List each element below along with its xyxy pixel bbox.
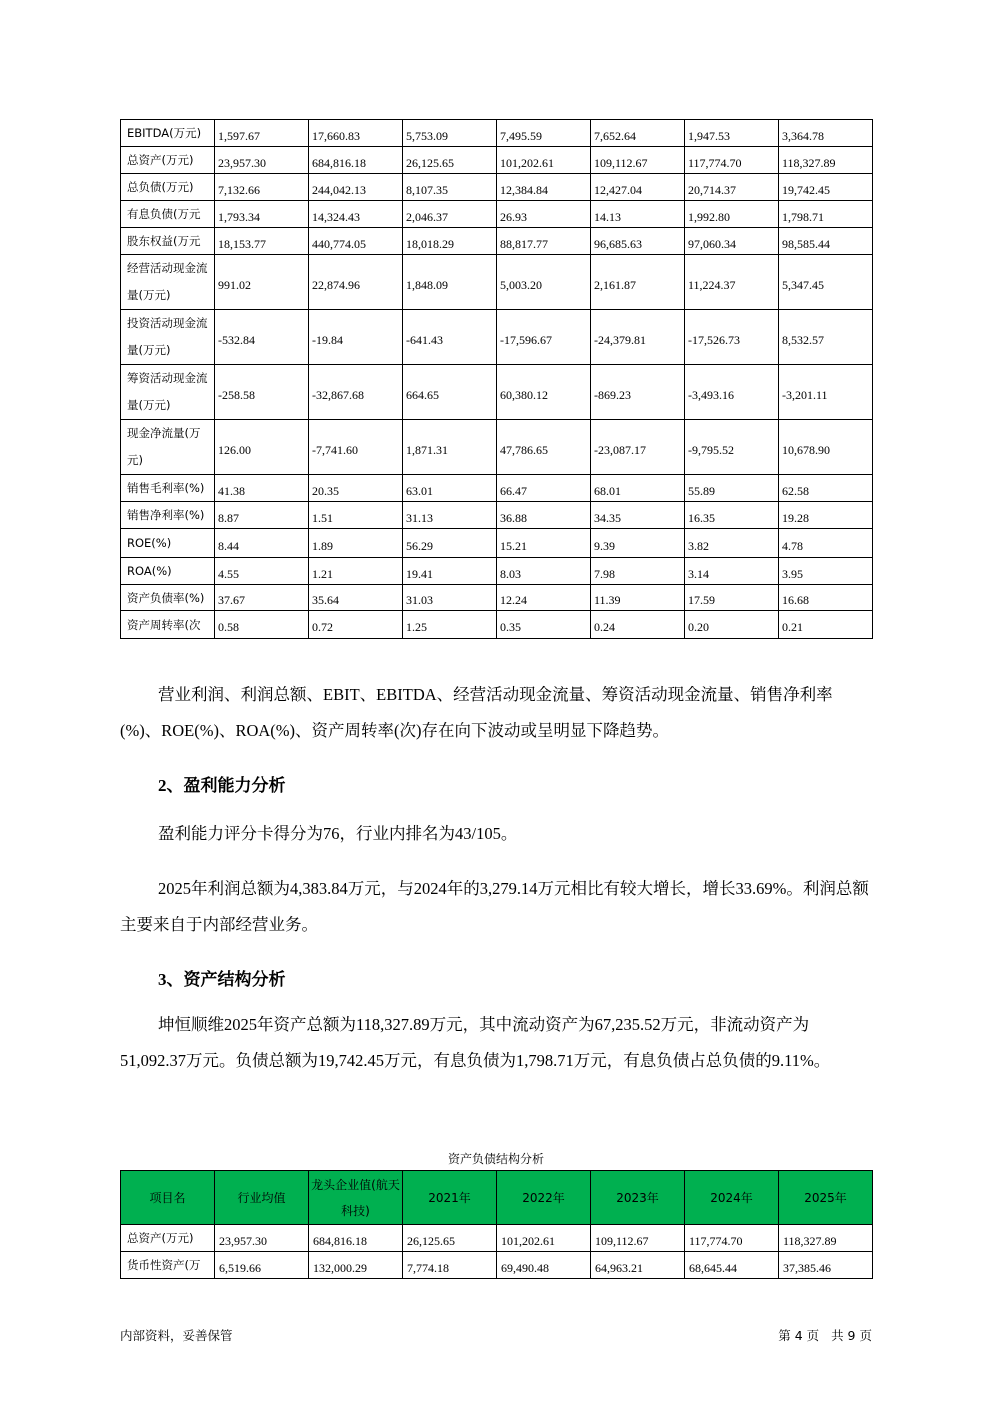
table-cell: 0.20 bbox=[685, 611, 779, 639]
table-row bbox=[121, 120, 873, 147]
table-cell: 109,112.67 bbox=[591, 147, 685, 174]
table-cell: 684,816.18 bbox=[309, 147, 403, 174]
table-cell: 0.21 bbox=[779, 611, 873, 639]
table-cell: 19.28 bbox=[779, 502, 873, 529]
row-label: 现金净流量(万元) bbox=[121, 420, 215, 475]
table-cell: 1,848.09 bbox=[403, 255, 497, 310]
table-cell: 3.14 bbox=[685, 558, 779, 585]
table-cell: -17,596.67 bbox=[497, 310, 591, 365]
table-cell: 4.78 bbox=[779, 529, 873, 558]
table-cell: -3,493.16 bbox=[685, 365, 779, 420]
table-cell: 1.25 bbox=[403, 611, 497, 639]
table-cell: 1.89 bbox=[309, 529, 403, 558]
section-heading-asset-structure: 3、资产结构分析 bbox=[158, 970, 286, 989]
table-cell: 132,000.29 bbox=[309, 1252, 403, 1279]
row-label: 投资活动现金流量(万元) bbox=[121, 310, 215, 365]
profitability-score-paragraph: 盈利能力评分卡得分为76，行业内排名为43/105。 bbox=[158, 824, 518, 843]
table-cell: 118,327.89 bbox=[779, 147, 873, 174]
table-cell: 31.13 bbox=[403, 502, 497, 529]
table-cell: -23,087.17 bbox=[591, 420, 685, 475]
table-cell: 26,125.65 bbox=[403, 147, 497, 174]
table-cell: 109,112.67 bbox=[591, 1225, 685, 1252]
table-cell: 68,645.44 bbox=[685, 1252, 779, 1279]
table-cell: 55.89 bbox=[685, 475, 779, 502]
table-cell: 22,874.96 bbox=[309, 255, 403, 310]
table-cell: -9,795.52 bbox=[685, 420, 779, 475]
table-cell: 244,042.13 bbox=[309, 174, 403, 201]
table-cell: 68.01 bbox=[591, 475, 685, 502]
table-row bbox=[121, 585, 873, 611]
table-cell: 26,125.65 bbox=[403, 1225, 497, 1252]
table-row bbox=[121, 174, 873, 201]
table-cell: -7,741.60 bbox=[309, 420, 403, 475]
footer-page-number: 第 4 页 共 9 页 bbox=[778, 1328, 872, 1343]
row-label: ROE(%) bbox=[121, 529, 215, 558]
table-cell: 36.88 bbox=[497, 502, 591, 529]
table-cell: 2,161.87 bbox=[591, 255, 685, 310]
table-cell: 1,871.31 bbox=[403, 420, 497, 475]
table-cell: 16.68 bbox=[779, 585, 873, 611]
table-cell: 7,652.64 bbox=[591, 120, 685, 147]
table-cell: 1,798.71 bbox=[779, 201, 873, 228]
table-cell: 117,774.70 bbox=[685, 147, 779, 174]
table-cell: 19,742.45 bbox=[779, 174, 873, 201]
table-cell: 98,585.44 bbox=[779, 228, 873, 255]
table-cell: 1,947.53 bbox=[685, 120, 779, 147]
table-cell: 12,427.04 bbox=[591, 174, 685, 201]
row-label: 有息负债(万元 bbox=[121, 201, 215, 228]
table-cell: 10,678.90 bbox=[779, 420, 873, 475]
table-cell: 2,046.37 bbox=[403, 201, 497, 228]
table-cell: 69,490.48 bbox=[497, 1252, 591, 1279]
table-cell: 1,992.80 bbox=[685, 201, 779, 228]
table-cell: 37.67 bbox=[215, 585, 309, 611]
table-row bbox=[121, 420, 873, 475]
table-cell: 19.41 bbox=[403, 558, 497, 585]
table-cell: 101,202.61 bbox=[497, 147, 591, 174]
table-cell: 3.82 bbox=[685, 529, 779, 558]
table-cell: 0.35 bbox=[497, 611, 591, 639]
table-cell: -258.58 bbox=[215, 365, 309, 420]
asset-structure-paragraph: 坤恒顺维2025年资产总额为118,327.89万元，其中流动资产为67,235.52万元，非流动资产为51,092.37万元。负债总额为19,742.45万元，有息负债为1,798.71万元，有息负债占总负债的9.11%。 bbox=[120, 1015, 831, 1070]
table-cell: 7.98 bbox=[591, 558, 685, 585]
table-cell: 11,224.37 bbox=[685, 255, 779, 310]
table-row bbox=[121, 611, 873, 639]
table-cell: 8.87 bbox=[215, 502, 309, 529]
table-row bbox=[121, 228, 873, 255]
table-cell: 64,963.21 bbox=[591, 1252, 685, 1279]
table-cell: 684,816.18 bbox=[309, 1225, 403, 1252]
table-cell: 63.01 bbox=[403, 475, 497, 502]
table-cell: 37,385.46 bbox=[779, 1252, 873, 1279]
column-header: 2022年 bbox=[497, 1171, 591, 1225]
table-cell: 118,327.89 bbox=[779, 1225, 873, 1252]
table-row bbox=[121, 1252, 873, 1279]
table-row bbox=[121, 255, 873, 310]
table-row bbox=[121, 558, 873, 585]
table-cell: 12.24 bbox=[497, 585, 591, 611]
row-label: 总资产(万元) bbox=[121, 147, 215, 174]
row-label: 总负债(万元) bbox=[121, 174, 215, 201]
table-cell: 23,957.30 bbox=[215, 147, 309, 174]
column-header: 行业均值 bbox=[215, 1171, 309, 1225]
table-row bbox=[121, 529, 873, 558]
table-cell: 126.00 bbox=[215, 420, 309, 475]
table-cell: 60,380.12 bbox=[497, 365, 591, 420]
column-header: 项目名 bbox=[121, 1171, 215, 1225]
table-cell: 1.51 bbox=[309, 502, 403, 529]
table-row bbox=[121, 502, 873, 529]
table-cell: 0.24 bbox=[591, 611, 685, 639]
table-cell: 96,685.63 bbox=[591, 228, 685, 255]
trend-summary-paragraph: 营业利润、利润总额、EBIT、EBITDA、经营活动现金流量、筹资活动现金流量、销售净利率(%)、ROE(%)、ROA(%)、资产周转率(次)存在向下波动或呈明显下降趋势。 bbox=[120, 685, 833, 740]
column-header: 2025年 bbox=[779, 1171, 873, 1225]
table-cell: 3,364.78 bbox=[779, 120, 873, 147]
table-cell: 8,532.57 bbox=[779, 310, 873, 365]
table-cell: -17,526.73 bbox=[685, 310, 779, 365]
table-cell: 41.38 bbox=[215, 475, 309, 502]
table-row bbox=[121, 365, 873, 420]
table-row bbox=[121, 201, 873, 228]
table-cell: 14,324.43 bbox=[309, 201, 403, 228]
table-cell: 17.59 bbox=[685, 585, 779, 611]
table-cell: 56.29 bbox=[403, 529, 497, 558]
table-cell: 1.21 bbox=[309, 558, 403, 585]
table-cell: 20,714.37 bbox=[685, 174, 779, 201]
table-cell: 9.39 bbox=[591, 529, 685, 558]
table-cell: 991.02 bbox=[215, 255, 309, 310]
table-cell: 26.93 bbox=[497, 201, 591, 228]
table-cell: 1,597.67 bbox=[215, 120, 309, 147]
table-cell: -19.84 bbox=[309, 310, 403, 365]
table-header-row bbox=[121, 1171, 873, 1225]
table-row bbox=[121, 310, 873, 365]
table-cell: 7,774.18 bbox=[403, 1252, 497, 1279]
section-heading-profitability: 2、盈利能力分析 bbox=[158, 776, 286, 795]
table-cell: 14.13 bbox=[591, 201, 685, 228]
row-label: EBITDA(万元) bbox=[121, 120, 215, 147]
table-row bbox=[121, 475, 873, 502]
table-cell: 12,384.84 bbox=[497, 174, 591, 201]
row-label: 销售净利率(%) bbox=[121, 502, 215, 529]
table-cell: 1,793.34 bbox=[215, 201, 309, 228]
table-cell: 5,753.09 bbox=[403, 120, 497, 147]
table-cell: 6,519.66 bbox=[215, 1252, 309, 1279]
table-cell: -3,201.11 bbox=[779, 365, 873, 420]
table-cell: 117,774.70 bbox=[685, 1225, 779, 1252]
table-cell: 8,107.35 bbox=[403, 174, 497, 201]
row-label: 经营活动现金流量(万元) bbox=[121, 255, 215, 310]
financial-indicators-table bbox=[120, 119, 873, 639]
row-label: 资产周转率(次 bbox=[121, 611, 215, 639]
table-cell: 34.35 bbox=[591, 502, 685, 529]
table-cell: 664.65 bbox=[403, 365, 497, 420]
table-cell: 5,347.45 bbox=[779, 255, 873, 310]
table-cell: -24,379.81 bbox=[591, 310, 685, 365]
table-cell: 4.55 bbox=[215, 558, 309, 585]
row-label: 资产负债率(%) bbox=[121, 585, 215, 611]
table-cell: 7,495.59 bbox=[497, 120, 591, 147]
table-cell: 97,060.34 bbox=[685, 228, 779, 255]
column-header: 龙头企业值(航天科技) bbox=[309, 1171, 403, 1225]
table-cell: 62.58 bbox=[779, 475, 873, 502]
table-cell: 17,660.83 bbox=[309, 120, 403, 147]
table-cell: -32,867.68 bbox=[309, 365, 403, 420]
row-label: ROA(%) bbox=[121, 558, 215, 585]
table-row bbox=[121, 147, 873, 174]
table-cell: 7,132.66 bbox=[215, 174, 309, 201]
table-cell: 15.21 bbox=[497, 529, 591, 558]
row-label: 销售毛利率(%) bbox=[121, 475, 215, 502]
table-cell: 16.35 bbox=[685, 502, 779, 529]
footer-confidential-note: 内部资料，妥善保管 bbox=[120, 1328, 233, 1343]
table-cell: 0.72 bbox=[309, 611, 403, 639]
table-cell: 440,774.05 bbox=[309, 228, 403, 255]
table-row bbox=[121, 1225, 873, 1252]
table-cell: 101,202.61 bbox=[497, 1225, 591, 1252]
table-cell: 18,018.29 bbox=[403, 228, 497, 255]
table-cell: 47,786.65 bbox=[497, 420, 591, 475]
row-label: 总资产(万元) bbox=[121, 1225, 215, 1252]
table-cell: 3.95 bbox=[779, 558, 873, 585]
column-header: 2024年 bbox=[685, 1171, 779, 1225]
table-cell: 20.35 bbox=[309, 475, 403, 502]
table-cell: 8.03 bbox=[497, 558, 591, 585]
table-cell: -869.23 bbox=[591, 365, 685, 420]
row-label: 筹资活动现金流量(万元) bbox=[121, 365, 215, 420]
asset-table-caption: 资产负债结构分析 bbox=[447, 1152, 544, 1166]
table-cell: 0.58 bbox=[215, 611, 309, 639]
row-label: 货币性资产(万 bbox=[121, 1252, 215, 1279]
profit-growth-paragraph: 2025年利润总额为4,383.84万元，与2024年的3,279.14万元相比有较大增长，增长33.69%。利润总额主要来自于内部经营业务。 bbox=[120, 879, 869, 934]
row-label: 股东权益(万元 bbox=[121, 228, 215, 255]
table-cell: 8.44 bbox=[215, 529, 309, 558]
asset-liability-structure-table bbox=[120, 1170, 873, 1279]
column-header: 2023年 bbox=[591, 1171, 685, 1225]
table-cell: -641.43 bbox=[403, 310, 497, 365]
table-cell: 18,153.77 bbox=[215, 228, 309, 255]
table-cell: 88,817.77 bbox=[497, 228, 591, 255]
table-cell: 5,003.20 bbox=[497, 255, 591, 310]
table-cell: -532.84 bbox=[215, 310, 309, 365]
table-cell: 11.39 bbox=[591, 585, 685, 611]
table-cell: 35.64 bbox=[309, 585, 403, 611]
column-header: 2021年 bbox=[403, 1171, 497, 1225]
table-cell: 66.47 bbox=[497, 475, 591, 502]
table-cell: 31.03 bbox=[403, 585, 497, 611]
table-cell: 23,957.30 bbox=[215, 1225, 309, 1252]
